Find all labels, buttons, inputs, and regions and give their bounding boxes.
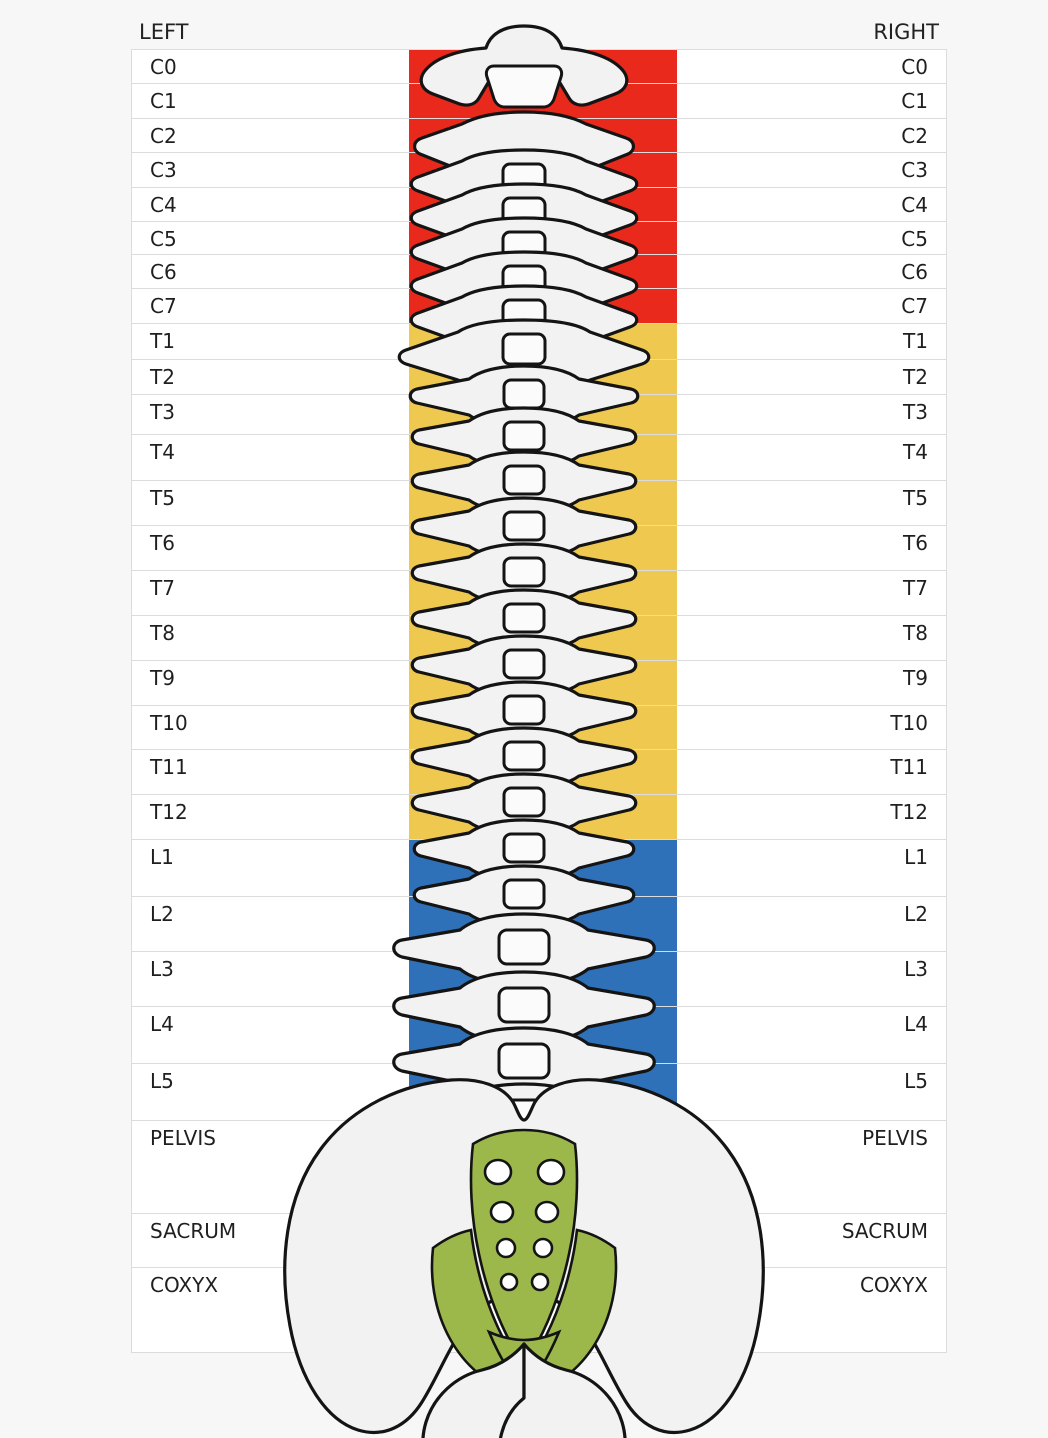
row-label-right: COXYX bbox=[859, 1273, 928, 1297]
region-band-thoracic bbox=[409, 435, 677, 480]
table-row[interactable] bbox=[132, 750, 946, 795]
row-label-right: SACRUM bbox=[841, 1219, 928, 1243]
row-label-left: L4 bbox=[150, 1012, 174, 1036]
row-label-left: T10 bbox=[150, 711, 188, 735]
row-label-left: L3 bbox=[150, 957, 174, 981]
table-row[interactable] bbox=[132, 1268, 946, 1353]
vertebra-row-list bbox=[131, 49, 947, 1353]
row-label-right: T4 bbox=[903, 440, 928, 464]
row-label-left: T7 bbox=[150, 576, 175, 600]
row-label-left: C3 bbox=[150, 158, 177, 182]
region-band-cervical bbox=[409, 255, 677, 288]
row-label-right: C0 bbox=[901, 55, 928, 79]
row-label-left: C7 bbox=[150, 294, 177, 318]
table-row[interactable] bbox=[132, 255, 946, 289]
region-band-lumbar bbox=[409, 1007, 677, 1063]
row-label-right: T9 bbox=[903, 666, 928, 690]
row-label-right: T6 bbox=[903, 531, 928, 555]
row-label-right: C6 bbox=[901, 260, 928, 284]
row-label-left: C6 bbox=[150, 260, 177, 284]
table-row[interactable] bbox=[132, 324, 946, 360]
row-label-left: C5 bbox=[150, 227, 177, 251]
row-label-left: T2 bbox=[150, 365, 175, 389]
table-row[interactable] bbox=[132, 84, 946, 119]
row-label-left: T3 bbox=[150, 400, 175, 424]
table-row[interactable] bbox=[132, 119, 946, 153]
region-band-cervical bbox=[409, 188, 677, 221]
table-row[interactable] bbox=[132, 1007, 946, 1064]
row-label-right: L4 bbox=[904, 1012, 928, 1036]
table-row[interactable] bbox=[132, 526, 946, 571]
row-label-right: PELVIS bbox=[862, 1126, 928, 1150]
table-row[interactable] bbox=[132, 50, 946, 84]
row-label-right: T2 bbox=[903, 365, 928, 389]
table-row[interactable] bbox=[132, 222, 946, 255]
column-header-right: RIGHT bbox=[873, 20, 939, 44]
region-band-cervical bbox=[409, 222, 677, 254]
row-label-right: T12 bbox=[890, 800, 928, 824]
region-band-thoracic bbox=[409, 571, 677, 615]
row-label-left: L2 bbox=[150, 902, 174, 926]
region-band-cervical bbox=[409, 119, 677, 152]
region-band-cervical bbox=[409, 153, 677, 187]
row-label-right: T7 bbox=[903, 576, 928, 600]
table-row[interactable] bbox=[132, 188, 946, 222]
table-row[interactable] bbox=[132, 1064, 946, 1121]
table-row[interactable] bbox=[132, 840, 946, 897]
row-label-left: L5 bbox=[150, 1069, 174, 1093]
table-row[interactable] bbox=[132, 616, 946, 661]
row-label-right: T10 bbox=[890, 711, 928, 735]
row-label-left: C4 bbox=[150, 193, 177, 217]
table-row[interactable] bbox=[132, 795, 946, 840]
row-label-right: C1 bbox=[901, 89, 928, 113]
region-band-thoracic bbox=[409, 360, 677, 394]
row-label-left: SACRUM bbox=[150, 1219, 237, 1243]
row-label-right: T8 bbox=[903, 621, 928, 645]
row-label-left: C2 bbox=[150, 124, 177, 148]
row-label-right: L1 bbox=[904, 845, 928, 869]
row-label-right: T11 bbox=[890, 755, 928, 779]
row-label-left: L1 bbox=[150, 845, 174, 869]
row-label-left: COXYX bbox=[150, 1273, 219, 1297]
row-label-right: T1 bbox=[903, 329, 928, 353]
row-label-left: T1 bbox=[150, 329, 175, 353]
row-label-left: T5 bbox=[150, 486, 175, 510]
table-row[interactable] bbox=[132, 952, 946, 1007]
table-row[interactable] bbox=[132, 289, 946, 324]
region-band-cervical bbox=[409, 289, 677, 323]
region-band-lumbar bbox=[409, 1064, 677, 1120]
region-band-lumbar bbox=[409, 840, 677, 896]
region-band-thoracic bbox=[409, 661, 677, 705]
table-row[interactable] bbox=[132, 661, 946, 706]
region-band-lumbar bbox=[409, 897, 677, 951]
row-label-right: L3 bbox=[904, 957, 928, 981]
region-band-thoracic bbox=[409, 750, 677, 794]
row-label-left: T6 bbox=[150, 531, 175, 555]
row-label-right: T3 bbox=[903, 400, 928, 424]
row-label-right: L5 bbox=[904, 1069, 928, 1093]
row-label-right: T5 bbox=[903, 486, 928, 510]
row-label-left: C1 bbox=[150, 89, 177, 113]
region-band-cervical bbox=[409, 50, 677, 83]
region-band-thoracic bbox=[409, 526, 677, 570]
table-row[interactable] bbox=[132, 1121, 946, 1214]
region-band-thoracic bbox=[409, 324, 677, 359]
vertebra-level-chart bbox=[131, 16, 947, 1356]
row-label-right: C3 bbox=[901, 158, 928, 182]
column-header-left: LEFT bbox=[139, 20, 189, 44]
table-row[interactable] bbox=[132, 481, 946, 526]
row-label-left: T4 bbox=[150, 440, 175, 464]
row-label-right: C5 bbox=[901, 227, 928, 251]
table-row[interactable] bbox=[132, 395, 946, 435]
region-band-lumbar bbox=[409, 952, 677, 1006]
row-label-left: PELVIS bbox=[150, 1126, 216, 1150]
table-row[interactable] bbox=[132, 897, 946, 952]
region-band-thoracic bbox=[409, 395, 677, 434]
region-band-cervical bbox=[409, 84, 677, 118]
row-label-right: C4 bbox=[901, 193, 928, 217]
table-row[interactable] bbox=[132, 360, 946, 395]
region-band-thoracic bbox=[409, 481, 677, 525]
region-band-thoracic bbox=[409, 706, 677, 749]
row-label-left: T8 bbox=[150, 621, 175, 645]
row-label-left: T12 bbox=[150, 800, 188, 824]
table-row[interactable] bbox=[132, 706, 946, 750]
row-label-left: C0 bbox=[150, 55, 177, 79]
row-label-right: C2 bbox=[901, 124, 928, 148]
table-row[interactable] bbox=[132, 571, 946, 616]
row-label-left: T11 bbox=[150, 755, 188, 779]
row-label-left: T9 bbox=[150, 666, 175, 690]
region-band-thoracic bbox=[409, 616, 677, 660]
table-row[interactable] bbox=[132, 1214, 946, 1268]
row-label-right: C7 bbox=[901, 294, 928, 318]
table-row[interactable] bbox=[132, 153, 946, 188]
region-band-thoracic bbox=[409, 795, 677, 839]
table-row[interactable] bbox=[132, 435, 946, 481]
row-label-right: L2 bbox=[904, 902, 928, 926]
